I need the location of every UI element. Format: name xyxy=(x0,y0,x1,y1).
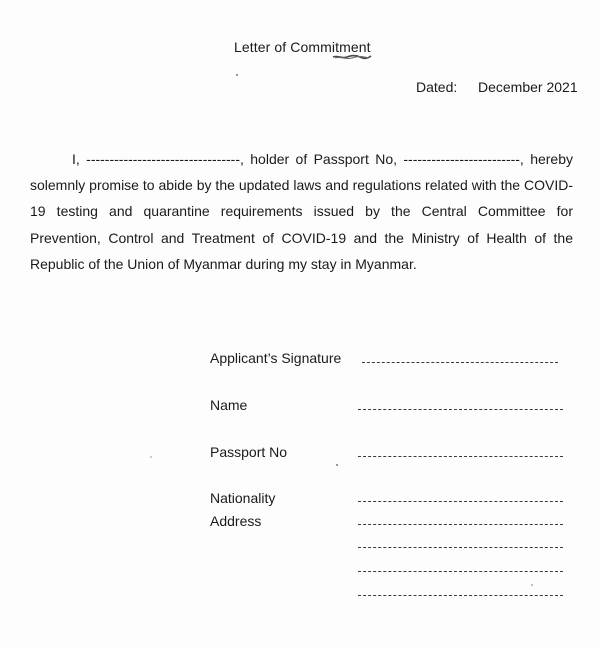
address-line-2[interactable] xyxy=(358,547,563,548)
address-label: Address xyxy=(210,513,262,529)
paper-speck xyxy=(236,74,238,76)
address-line-1[interactable] xyxy=(358,524,563,525)
paper-speck xyxy=(150,456,152,458)
letter-title: Letter of Commitment xyxy=(234,39,371,55)
address-line-4[interactable] xyxy=(358,595,563,596)
signature-line[interactable] xyxy=(362,362,558,363)
name-line[interactable] xyxy=(358,409,563,410)
dated-value: December 2021 xyxy=(478,79,578,95)
paper-speck xyxy=(336,464,338,466)
commitment-paragraph xyxy=(30,146,573,277)
passport-label: Passport No xyxy=(210,444,288,460)
name-label: Name xyxy=(210,397,248,413)
address-line-3[interactable] xyxy=(358,571,563,572)
paper-speck xyxy=(531,584,533,586)
commitment-text: I, ---------------------------------, holder of Passport No, -------------------------, hereby solemnly promise to abide by the updated laws and regulations related with the COVID-19 testing and quarantine requirements issued by the Central Committee for Prevention, Control and Treatment of COVID-19 and the Ministry of Health of the Republic of the Union of Myanmar during my stay in Myanmar. xyxy=(30,151,573,272)
nationality-label: Nationality xyxy=(210,490,276,506)
signature-label: Applicant’s Signature xyxy=(210,350,342,366)
dated-label: Dated: xyxy=(416,79,458,95)
nationality-line[interactable] xyxy=(358,501,563,502)
ink-scribble xyxy=(332,54,372,60)
passport-line[interactable] xyxy=(358,456,563,457)
